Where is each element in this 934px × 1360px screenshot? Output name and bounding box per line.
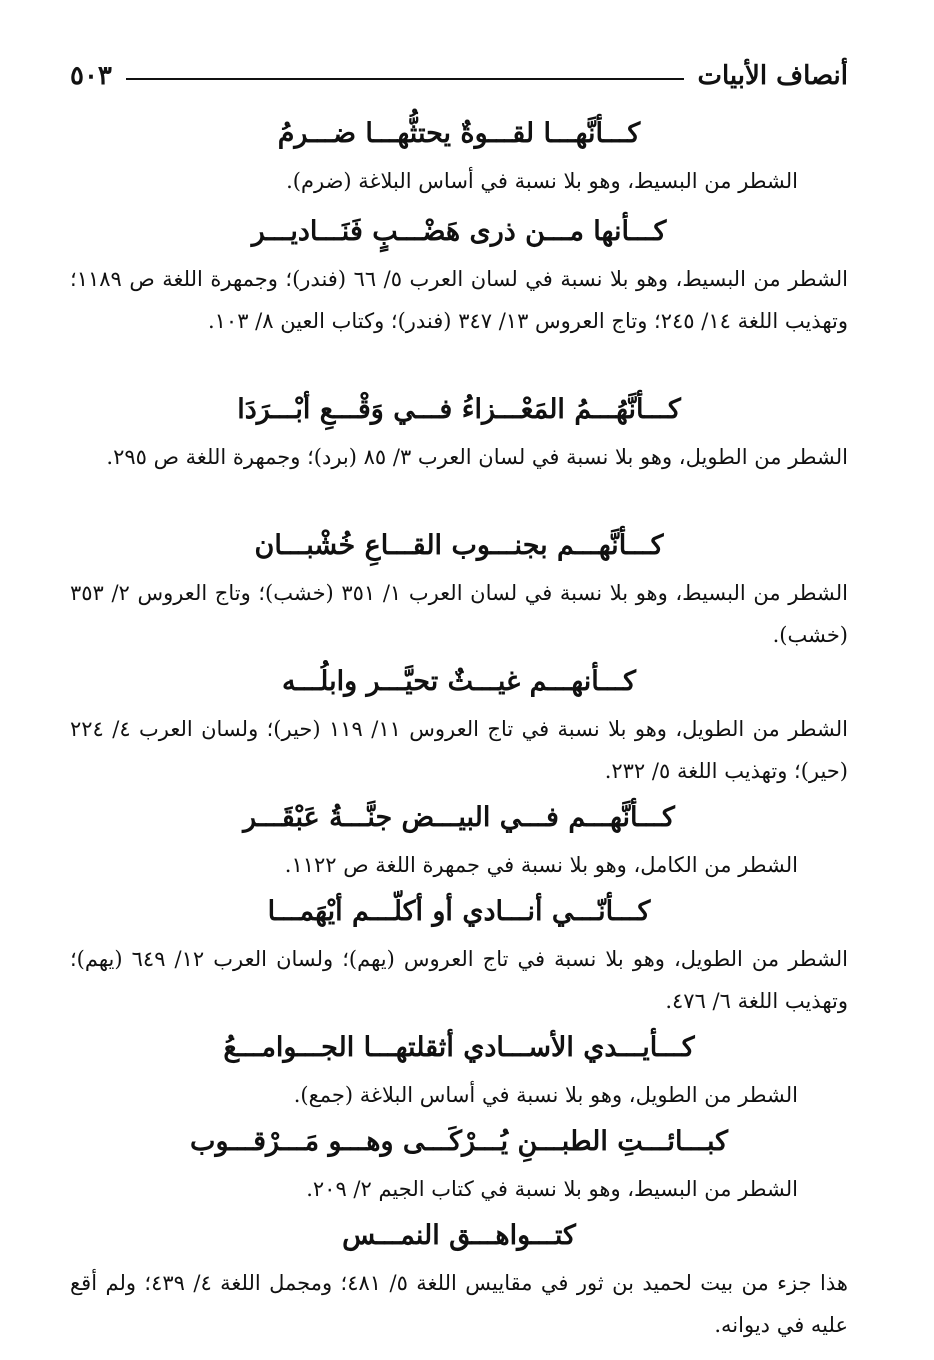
- verse-entry: [70, 656, 848, 792]
- half-verse: كتـــواهـــق النمـــس: [342, 1220, 576, 1251]
- verse-note: الشطر من البسيط، وهو بلا نسبة في أساس البلاغة (ضرم).: [286, 169, 798, 193]
- verse-entry: [70, 792, 848, 886]
- verse-note: الشطر من الطويل، وهو بلا نسبة في أساس البلاغة (جمع).: [293, 1083, 798, 1107]
- verse-note: الشطر من الطويل، وهو بلا نسبة في تاج العروس (يهم)؛ ولسان العرب ١٢/ ٦٤٩ (يهم)؛ وتهذيب اللغة ٦/ ٤٧٦.: [70, 947, 848, 1013]
- half-verse: كبـــائـــتِ الطبـــنِ يُـــرْكَـــى وهـــو مَـــرْقـــوب: [190, 1126, 728, 1157]
- verse-entry: [70, 206, 848, 384]
- half-verse: كـــأنَّهـــم فـــي البيـــض جنَّـــةُ عَبْقَـــر: [243, 802, 675, 833]
- verse-entries: [70, 108, 848, 1346]
- verse-note: الشطر من الطويل، وهو بلا نسبة في لسان العرب ٣/ ٨٥ (برد)؛ وجمهرة اللغة ص ٢٩٥.: [106, 445, 848, 469]
- verse-entry: [70, 384, 848, 520]
- half-verse: كـــأنَّهُـــمُ المَعْـــزاءُ فـــي وَقْـــعِ أبْـــرَدَا: [237, 394, 681, 425]
- verse-entry: [70, 886, 848, 1022]
- half-verse: كـــأنَّهـــم بجنـــوب القـــاعِ خُشْبـــان: [254, 530, 664, 561]
- page-header: [70, 56, 848, 96]
- verse-note: الشطر من الكامل، وهو بلا نسبة في جمهرة اللغة ص ١١٢٢.: [284, 853, 798, 877]
- half-verse: كـــأيـــدي الأســـادي أثقلتهـــا الجـــوامـــعُ: [223, 1032, 695, 1063]
- page-number: ٥٠٣: [70, 61, 112, 91]
- half-verse: كـــأنَّهـــا لقـــوةٌ يحتثُّهـــا ضـــرمُ: [277, 118, 641, 149]
- half-verse: كـــأنهـــم غيـــثٌ تحيَّـــر وابلُـــه: [281, 666, 637, 697]
- verse-note: الشطر من البسيط، وهو بلا نسبة في كتاب الجيم ٢/ ٢٠٩.: [306, 1177, 798, 1201]
- half-verse: كـــأنّـــي أنـــادي أو أكلّـــم أيْهَمـــا: [267, 896, 651, 927]
- verse-note: الشطر من الطويل، وهو بلا نسبة في تاج العروس ١١/ ١١٩ (حير)؛ ولسان العرب ٤/ ٢٢٤ (حير)؛ وتهذيب اللغة ٥/ ٢٣٢.: [70, 717, 848, 783]
- verse-note: الشطر من البسيط، وهو بلا نسبة في لسان العرب ٥/ ٦٦ (فندر)؛ وجمهرة اللغة ص ١١٨٩؛ وتهذيب اللغة ١٤/ ٢٤٥؛ وتاج العروس ١٣/ ٣٤٧ (فندر)؛ وكتاب العين ٨/ ١٠٣.: [70, 267, 848, 333]
- verse-entry: [70, 1022, 848, 1116]
- verse-entry: [70, 1210, 848, 1346]
- verse-entry: [70, 1116, 848, 1210]
- verse-entry: [70, 108, 848, 206]
- header-rule: [126, 78, 684, 80]
- verse-note: هذا جزء من بيت لحميد بن ثور في مقاييس اللغة ٥/ ٤٨١؛ ومجمل اللغة ٤/ ٤٣٩؛ ولم أقع عليه في ديوانه.: [70, 1271, 848, 1337]
- half-verse: كـــأنها مـــن ذرى هَضْـــبٍ فَنَـــاديـــر: [251, 216, 667, 247]
- verse-note: الشطر من البسيط، وهو بلا نسبة في لسان العرب ١/ ٣٥١ (خشب)؛ وتاج العروس ٢/ ٣٥٣ (خشب).: [70, 581, 848, 647]
- section-title: أنصاف الأبيات: [697, 61, 848, 91]
- verse-entry: [70, 520, 848, 656]
